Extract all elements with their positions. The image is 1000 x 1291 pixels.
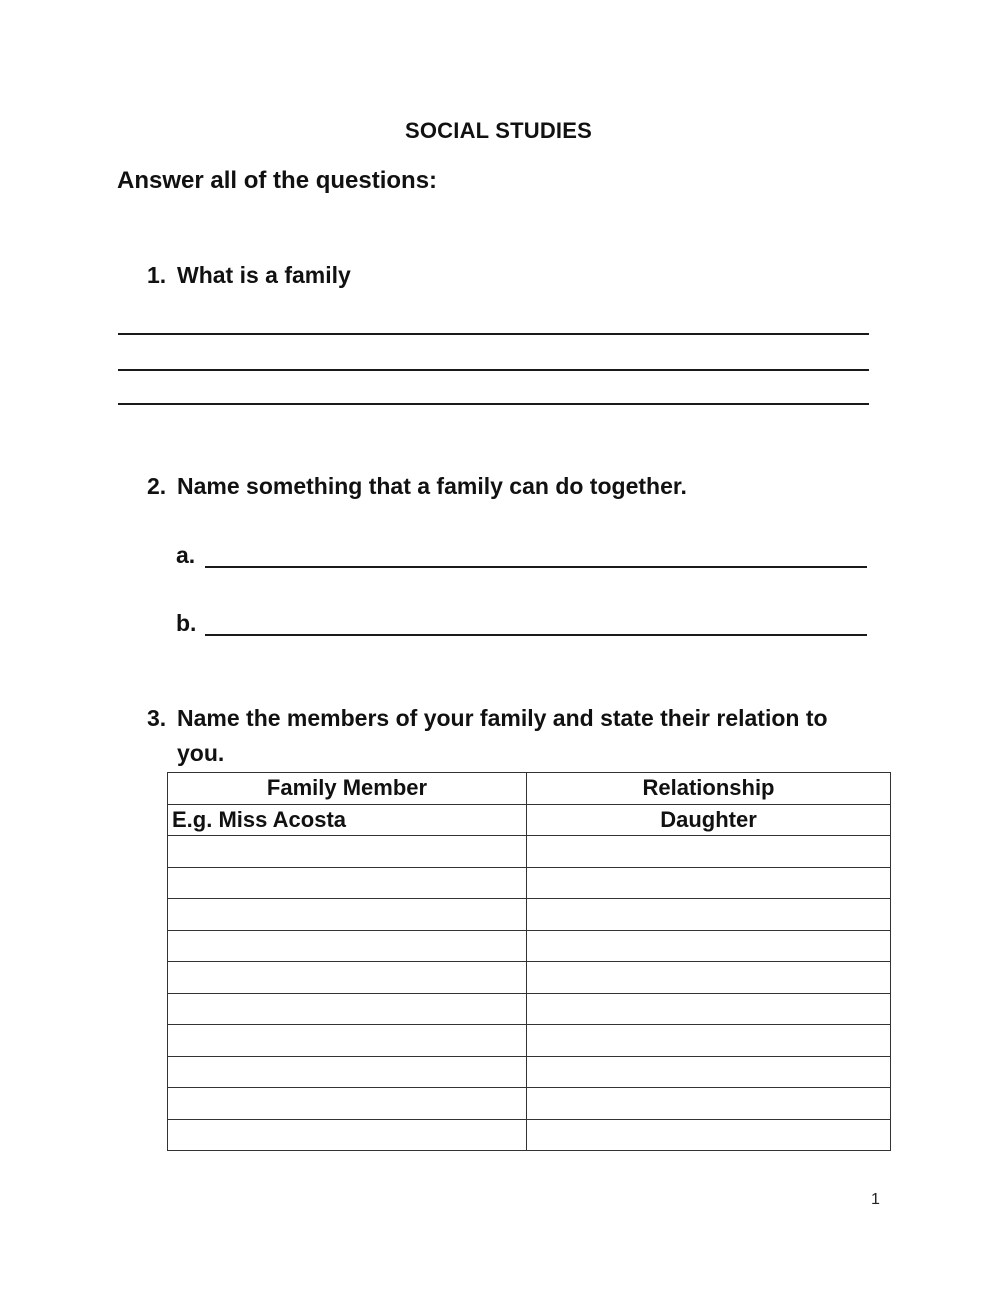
family-member-cell[interactable] (168, 836, 527, 868)
question-2-item-b-label: b. (176, 610, 197, 636)
relationship-cell[interactable] (527, 836, 891, 868)
relationship-cell[interactable] (527, 962, 891, 994)
question-3-number: 3. (147, 705, 167, 731)
question-2-item-a-label: a. (176, 542, 196, 568)
relationship-cell[interactable] (527, 899, 891, 931)
question-2-number: 2. (147, 473, 167, 499)
table-row (168, 1056, 891, 1088)
table-row (168, 962, 891, 994)
family-member-cell[interactable] (168, 867, 527, 899)
relationship-cell[interactable] (527, 1119, 891, 1151)
family-member-cell[interactable] (168, 1056, 527, 1088)
question-1-answer-line-3[interactable] (118, 403, 869, 405)
table-row (168, 930, 891, 962)
family-member-cell[interactable] (168, 930, 527, 962)
question-2-item-a-answer-line[interactable] (205, 566, 867, 568)
example-family-member-cell: E.g. Miss Acosta (168, 804, 527, 836)
family-member-cell[interactable] (168, 962, 527, 994)
family-member-cell[interactable] (168, 1119, 527, 1151)
table-row (168, 1025, 891, 1057)
question-1-number: 1. (147, 262, 167, 288)
table-row (168, 1088, 891, 1120)
family-member-cell[interactable] (168, 899, 527, 931)
table-row (168, 993, 891, 1025)
table-row-example (168, 804, 891, 836)
question-2-text: Name something that a family can do together. (177, 473, 687, 499)
relationship-cell[interactable] (527, 930, 891, 962)
header-family-member: Family Member (168, 773, 527, 805)
question-3 (147, 705, 907, 771)
table-header-row (168, 773, 891, 805)
relationship-cell[interactable] (527, 993, 891, 1025)
header-relationship: Relationship (527, 773, 891, 805)
question-1-answer-line-1[interactable] (118, 333, 869, 335)
question-1 (147, 262, 847, 292)
question-2 (147, 473, 847, 503)
relationship-cell[interactable] (527, 1088, 891, 1120)
page-title: SOCIAL STUDIES (405, 118, 592, 143)
question-3-text-line-1: Name the members of your family and state their relation to (177, 705, 828, 731)
question-3-text-line-2: you. (177, 740, 225, 766)
table-row (168, 867, 891, 899)
question-1-text: What is a family (177, 262, 351, 288)
family-member-cell[interactable] (168, 993, 527, 1025)
table-row (168, 899, 891, 931)
family-member-cell[interactable] (168, 1088, 527, 1120)
relationship-cell[interactable] (527, 1056, 891, 1088)
relationship-cell[interactable] (527, 867, 891, 899)
page-number: 1 (871, 1191, 880, 1208)
instructions: Answer all of the questions: (117, 167, 438, 194)
relationship-cell[interactable] (527, 1025, 891, 1057)
question-1-answer-line-2[interactable] (118, 369, 869, 371)
family-member-cell[interactable] (168, 1025, 527, 1057)
table-row (168, 1119, 891, 1151)
example-relationship-cell: Daughter (527, 804, 891, 836)
question-2-item-b-answer-line[interactable] (205, 634, 867, 636)
table-row (168, 836, 891, 868)
family-members-table (167, 772, 891, 1151)
